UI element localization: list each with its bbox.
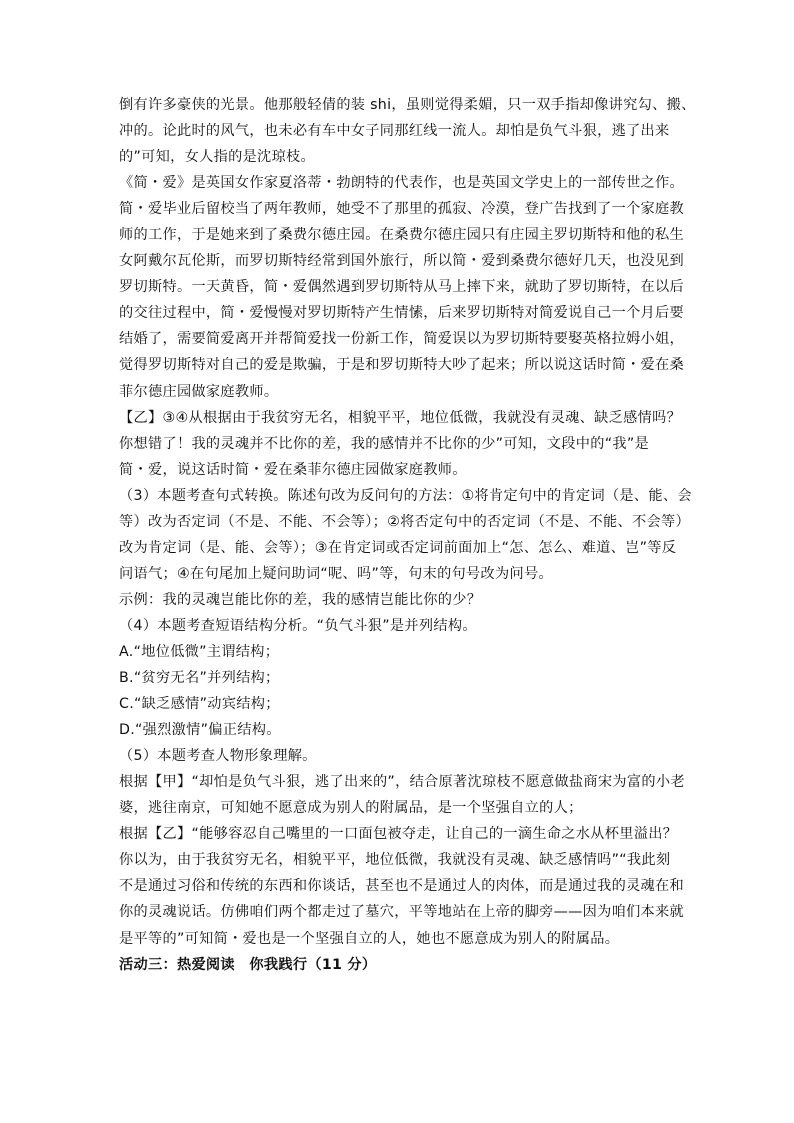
text-line: 是平等的”可知简・爱也是一个坚强自立的人，她也不愿意成为别人的附属品。 (119, 930, 620, 947)
text-line: （5）本题考查人物形象理解。 (119, 748, 317, 765)
text-line: D.“强烈激情”偏正结构。 (119, 722, 281, 739)
text-line: 简・爱，说这话时简・爱在桑菲尔德庄园做家庭教师。 (119, 461, 467, 478)
text-line: 你以为，由于我贫穷无名，相貌平平，地位低微，我就没有灵魂、缺乏感情吗”“我此刻 (119, 852, 671, 869)
text-line: 改为肯定词（是、能、会等）；③在肯定词或否定词前面加上“怎、怎么、难道、岂”等反 (119, 539, 677, 556)
text-line: 问语气；④在句尾加上疑问助词“呢、吗”等，句末的句号改为问号。 (119, 565, 553, 582)
text-line: 罗切斯特。一天黄昏，简・爱偶然遇到罗切斯特从马上摔下来，就助了罗切斯特，在以后 (119, 279, 685, 296)
text-line: 结婚了，需要简爱离开并帮简爱找一份新工作，简爱误以为罗切斯特要娶英格拉姆小姐， (119, 331, 685, 348)
text-line: 师的工作，于是她来到了桑费尔德庄园。在桑费尔德庄园只有庄园主罗切斯特和他的私生 (119, 227, 685, 244)
text-line: 婆，逃往南京，可知她不愿意成为别人的附属品，是一个坚强自立的人； (119, 800, 583, 817)
text-line: 示例：我的灵魂岂能比你的差，我的感情岂能比你的少？ (119, 591, 482, 608)
text-line: 简・爱毕业后留校当了两年教师，她受不了那里的孤寂、冷漠，登广告找到了一个家庭教 (119, 201, 685, 218)
text-line: 【乙】③④从根据由于我贫穷无名，相貌平平，地位低微，我就没有灵魂、缺乏感情吗？ (119, 409, 682, 426)
text-line: 的”可知，女人指的是沈琼枝。 (119, 149, 315, 166)
text-line: 冲的。论此时的风气，也未必有车中女子同那红线一流人。却怕是负气斗狠，逃了出来 (119, 123, 670, 140)
text-line: （3）本题考查句式转换。陈述句改为反问句的方法：①将肯定句中的肯定词（是、能、会 (119, 487, 692, 504)
text-line: 根据【乙】“能够容忍自己嘴里的一口面包被夺走，让自己的一滴生命之水从杯里溢出？ (119, 826, 678, 843)
text-line: C.“缺乏感情”动宾结构； (119, 696, 280, 713)
text-line: B.“贫穷无名”并列结构； (119, 670, 280, 687)
text-line: 《简・爱》是英国女作家夏洛蒂・勃朗特的代表作，也是英国文学史上的一部传世之作。 (119, 175, 685, 192)
text-line: 等）改为否定词（不是、不能、不会等）；②将否定句中的否定词（不是、不能、不会等） (119, 513, 690, 530)
text-line: 你的灵魂说话。仿佛咱们两个都走过了墓穴，平等地站在上帝的脚旁——因为咱们本来就 (119, 904, 685, 921)
text-line: 女阿戴尔瓦伦斯，而罗切斯特经常到国外旅行，所以简・爱到桑费尔德好几天，也没见到 (119, 253, 685, 270)
text-line: （4）本题考查短语结构分析。“负气斗狠”是并列结构。 (119, 617, 477, 634)
text-line: 倒有许多豪侠的光景。他那般轻倩的装 shi，虽则觉得柔媚，只一双手指却像讲究勾、搬、 (119, 97, 696, 113)
text-line: 不是通过习俗和传统的东西和你谈话，甚至也不是通过人的肉体，而是通过我的灵魂在和 (119, 878, 685, 895)
text-line: 你想错了！我的灵魂并不比你的差，我的感情并不比你的少”可知，文段中的“我”是 (119, 435, 650, 452)
text-line: 菲尔德庄园做家庭教师。 (119, 383, 279, 400)
section-heading: 活动三：热爱阅读 你我践行（11 分） (119, 956, 377, 973)
text-line: 根据【甲】“却怕是负气斗狠，逃了出来的”，结合原著沈琼枝不愿意做盐商宋为富的小老 (119, 774, 685, 791)
answer-text-body (119, 92, 696, 978)
text-line: 觉得罗切斯特对自己的爱是欺骗，于是和罗切斯特大吵了起来；所以说这话时简・爱在桑 (119, 357, 685, 374)
text-line: A.“地位低微”主谓结构； (119, 643, 280, 660)
text-line: 的交往过程中，简・爱慢慢对罗切斯特产生情愫，后来罗切斯特对简爱说自己一个月后要 (119, 305, 685, 322)
